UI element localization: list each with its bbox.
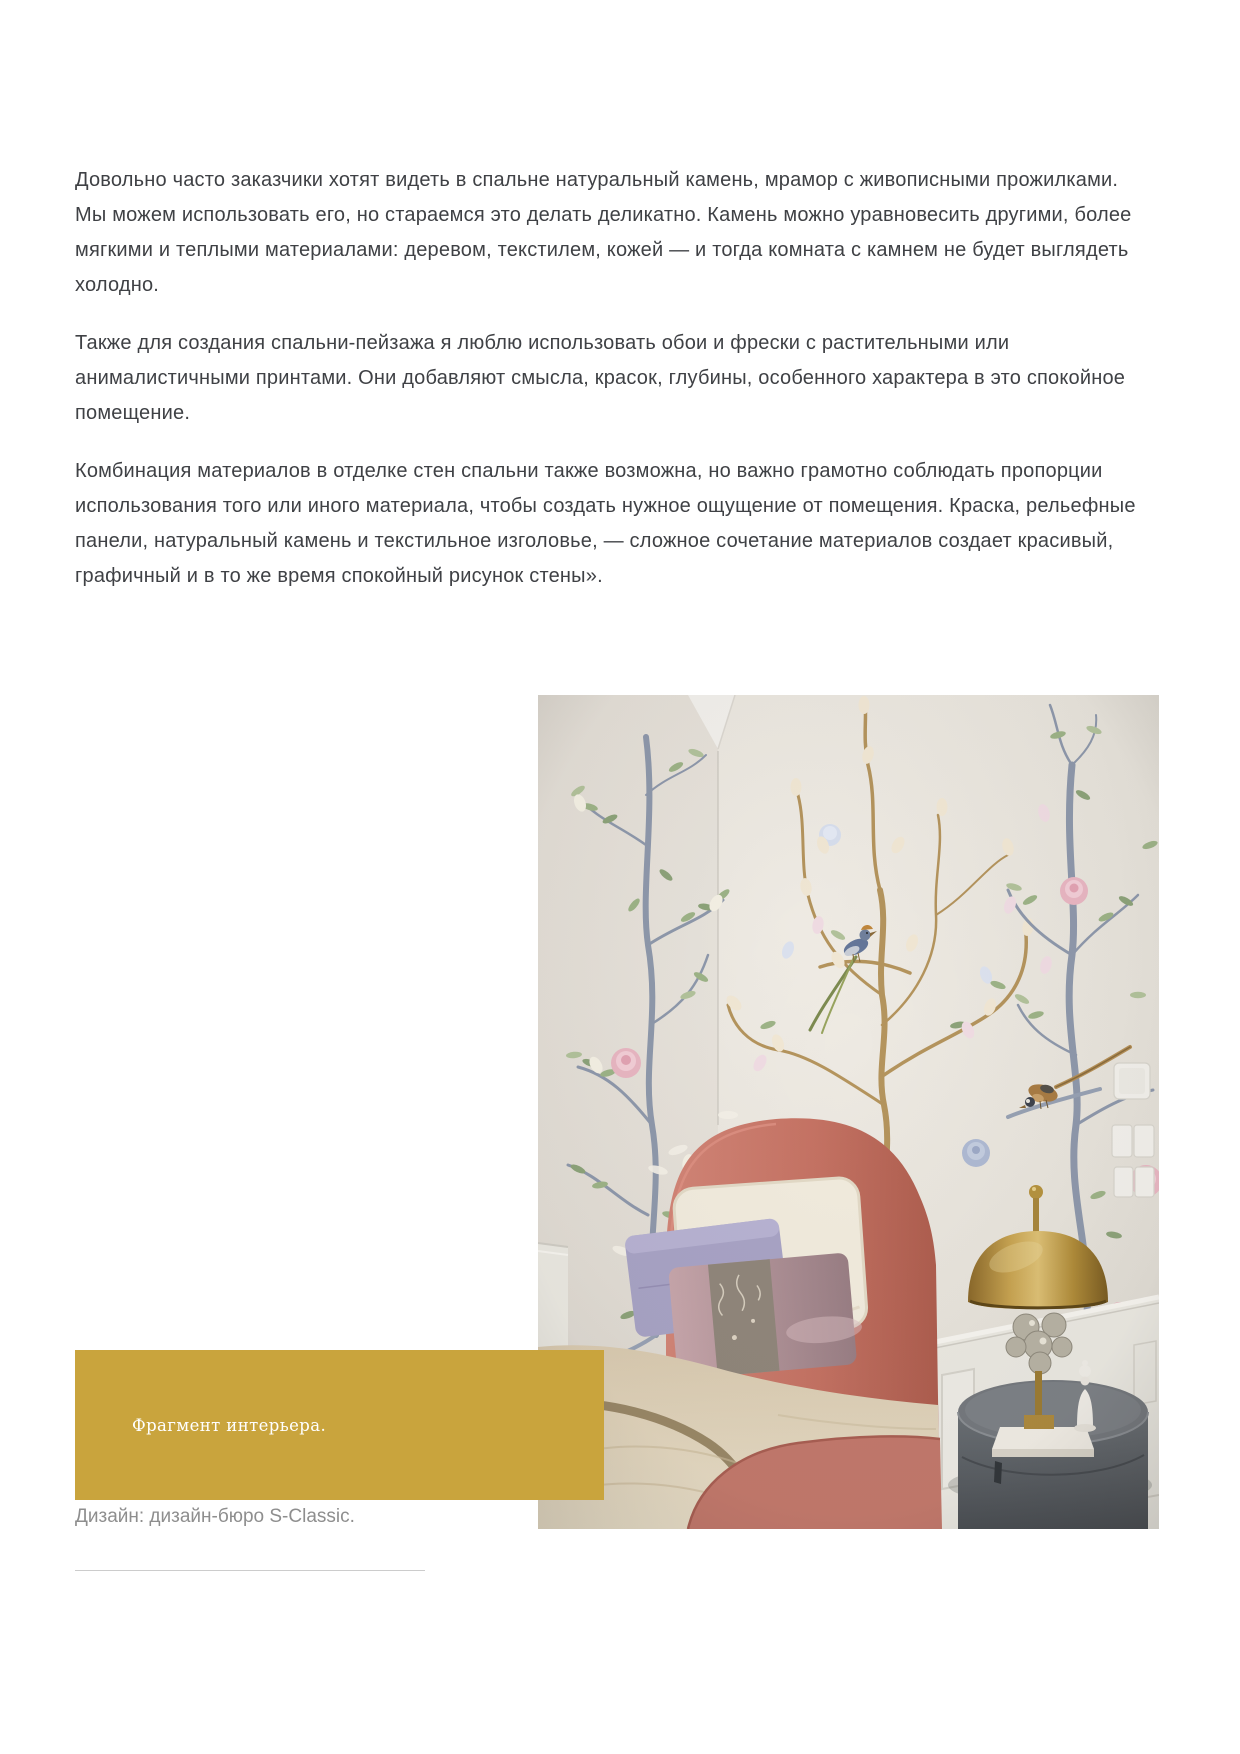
article-paragraph: Комбинация материалов в отделке стен спальни также возможна, но важно грамотно соблюдать пропорции использования того или иного материала, чтобы создать нужное ощущение от помещения. Краска, рельефные панели, натуральный камень и текстильное изголовье, — сложное сочетание материалов создает красивый, графичный и в то же время спокойный рисунок стены». <box>75 460 1136 587</box>
interior-photo[interactable] <box>538 695 1159 1529</box>
bedroom-photo-illustration <box>538 695 1159 1529</box>
article-body <box>75 163 1155 617</box>
design-credit: Дизайн: дизайн-бюро S-Classic. <box>75 1506 355 1527</box>
photo-caption-text: Фрагмент интерьера. <box>132 1415 327 1435</box>
section-divider <box>75 1570 425 1571</box>
vignette <box>538 695 1159 1529</box>
photo-caption-overlay <box>75 1350 604 1500</box>
article-paragraph: Также для создания спальни-пейзажа я люблю использовать обои и фрески с растительными или анималистичными принтами. Они добавляют смысла, красок, глубины, особенного характера в это спокойное помещение. <box>75 332 1126 424</box>
article-paragraph: Довольно часто заказчики хотят видеть в спальне натуральный камень, мрамор с живописными прожилками. Мы можем использовать его, но стараемся это делать деликатно. Камень можно уравновесить другими, более мягкими и теплыми материалами: деревом, текстилем, кожей — и тогда комната с камнем не будет выглядеть холодно. <box>75 169 1132 296</box>
